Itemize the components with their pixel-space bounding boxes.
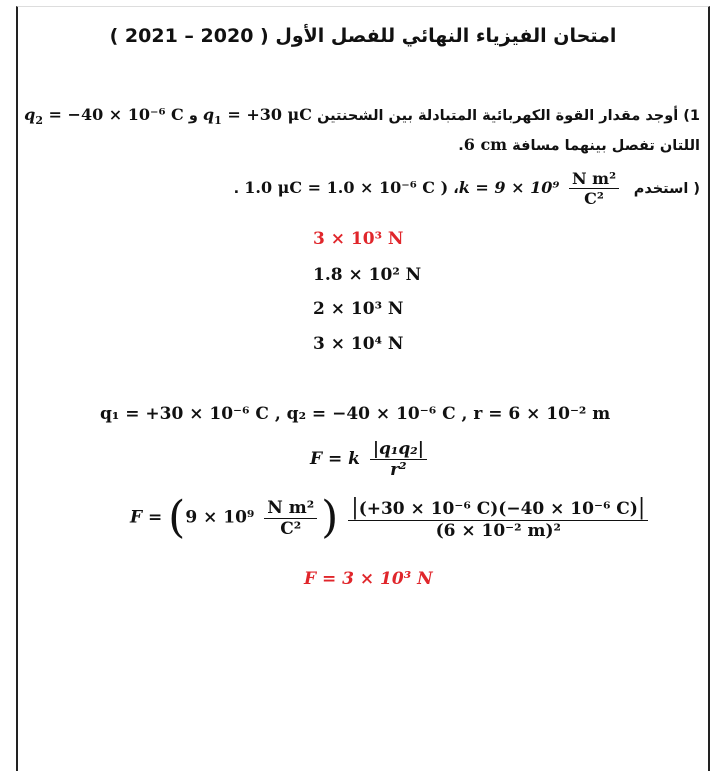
solution-substitution: F = (9 × 10⁹ $\frac{\text{N m²}}{\text{C²}}$ ) $\frac{\text{|(+30 × 10⁻⁶ C)(−40 × 10⁻⁶ C)|}}{\text{(6 × 10⁻² m)²}}$: [130, 495, 652, 541]
use-word: ( استخدم: [633, 181, 700, 197]
exam-page: [16, 6, 710, 771]
question-line-1: [24, 105, 700, 127]
question-constants: ( استخدم k = 9 × 10⁹ $\frac{\text{N m²}}{\text{C²}}$ ، 1.0 μC = 1.0 × 10⁻⁶ C ) .: [233, 169, 700, 208]
q2-charge: $q_2 = -40 \times 10^{-6}$ C: [24, 105, 184, 128]
q1-charge: $q_1 = +30$ μC: [202, 105, 312, 128]
option-2: 1.8 × 10² N: [313, 265, 422, 285]
option-3: 2 × 10³ N: [313, 299, 404, 319]
and-word: و: [188, 108, 198, 124]
unit-conversion: 1.0 μC = 1.0 × 10⁻⁶ C ): [244, 178, 449, 197]
option-4: 3 × 10⁴ N: [313, 334, 404, 354]
question-text-1: أوجد مقدار القوة الكهربائية المتبادلة بين الشحنتين: [317, 108, 679, 124]
coulomb-constant: k = 9 × 10⁹ $\frac{\text{N m²}}{\text{C²}}$: [459, 178, 629, 197]
question-text-2: اللتان تفصل بينهما مسافة: [512, 138, 700, 154]
solution-result: F = 3 × 10³ N: [304, 569, 433, 589]
question-number: 1): [683, 108, 700, 124]
solution-givens: q₁ = +30 × 10⁻⁶ C , q₂ = −40 × 10⁻⁶ C , r = 6 × 10⁻² m: [100, 404, 611, 424]
solution-formula: F = k $\frac{\text{|q₁q₂|}}{\text{r²}}$: [310, 439, 431, 480]
option-1: 3 × 10³ N: [313, 229, 404, 249]
question-line-2: اللتان تفصل بينهما مسافة 6 cm.: [458, 135, 700, 154]
distance-value: 6 cm: [463, 135, 508, 154]
exam-title: امتحان الفيزياء النهائي للفصل الأول ( 2020 – 2021 ): [109, 25, 617, 47]
